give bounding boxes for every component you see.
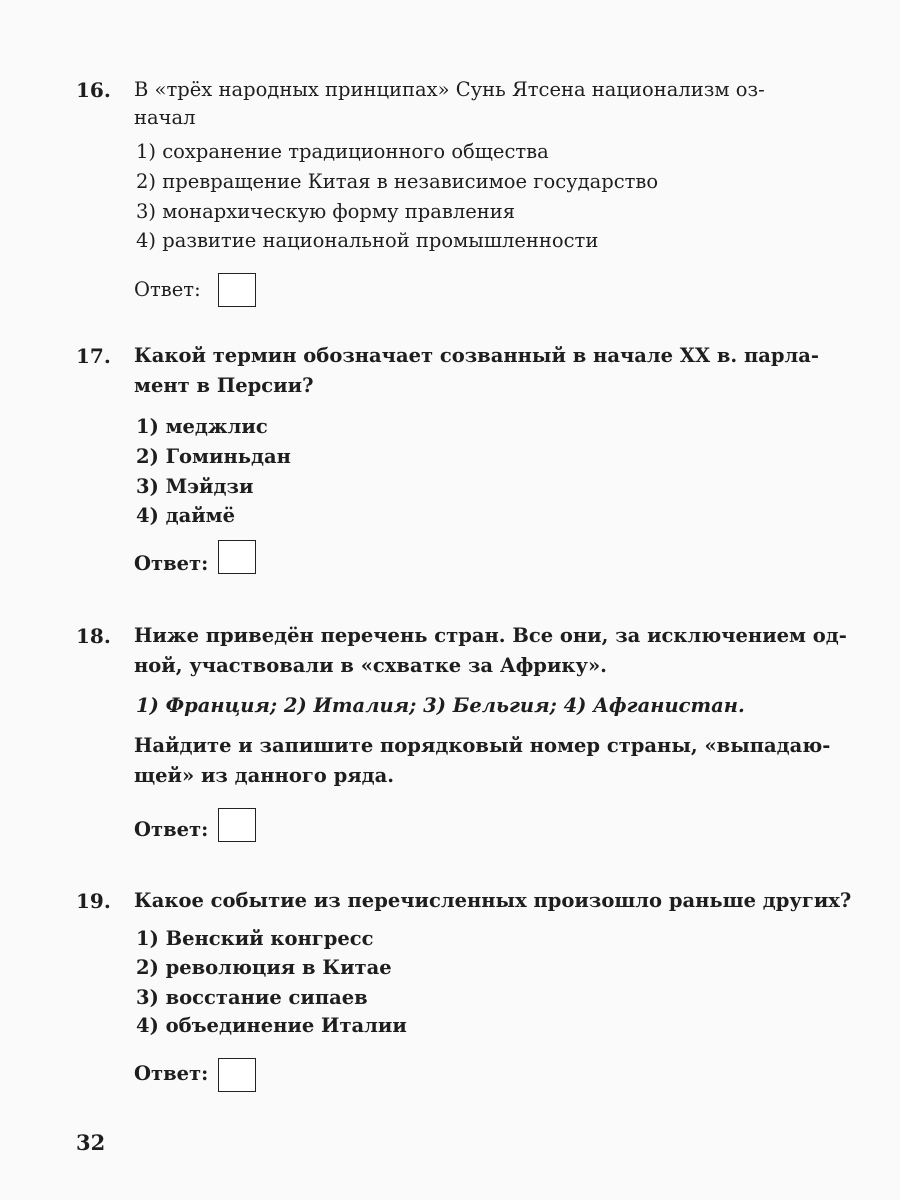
option: 4) даймё — [136, 504, 236, 527]
instruction-text: страны, «выпадаю- — [600, 734, 831, 757]
option: 1) Венский конгресс — [136, 927, 374, 950]
question-text: В «трёх народных принципах» Сунь Ятсена национализм оз- — [134, 78, 765, 101]
page-number: 32 — [76, 1130, 106, 1155]
option: 2) революция в Китае — [136, 956, 392, 979]
question-number: 18. — [76, 624, 111, 648]
instruction-emphasis: порядковый номер — [380, 734, 601, 757]
option: 4) объединение Италии — [136, 1014, 407, 1037]
instruction-text: Найдите и запишите — [134, 734, 381, 757]
question-number: 19. — [76, 889, 111, 913]
option: 4) развитие национальной промышленности — [136, 229, 599, 252]
answer-box[interactable] — [218, 273, 256, 307]
answer-box[interactable] — [218, 808, 256, 842]
question-text: Какой термин обозначает созванный в начале XX в. парла- — [134, 344, 820, 367]
question-text: ной, участвовали в «схватке за Африку». — [134, 654, 607, 677]
question-text: мент в Персии? — [134, 374, 314, 397]
answer-box[interactable] — [218, 540, 256, 574]
instruction — [134, 736, 830, 756]
option: 3) восстание сипаев — [136, 986, 368, 1009]
option: 3) Мэйдзи — [136, 475, 254, 498]
option: 2) Гоминьдан — [136, 445, 291, 468]
question-number: 17. — [76, 344, 111, 368]
question-text: начал — [134, 106, 196, 129]
option: 2) превращение Китая в независимое государство — [136, 170, 659, 193]
answer-label: Ответ: — [134, 278, 201, 301]
question-number: 16. — [76, 78, 111, 102]
answer-label: Ответ: — [134, 818, 209, 841]
option: 1) сохранение традиционного общества — [136, 140, 549, 163]
answer-label: Ответ: — [134, 1062, 209, 1085]
answer-box[interactable] — [218, 1058, 256, 1092]
option: 3) монархическую форму правления — [136, 200, 516, 223]
question-text: Ниже приведён перечень стран. Все они, за исключением од- — [134, 624, 847, 647]
instruction: щей» из данного ряда. — [134, 764, 395, 787]
answer-label: Ответ: — [134, 552, 209, 575]
option: 1) меджлис — [136, 415, 268, 438]
country-list: 1) Франция; 2) Италия; 3) Бельгия; 4) Афганистан. — [136, 694, 745, 717]
question-text: Какое событие из перечисленных произошло раньше других? — [134, 889, 852, 912]
